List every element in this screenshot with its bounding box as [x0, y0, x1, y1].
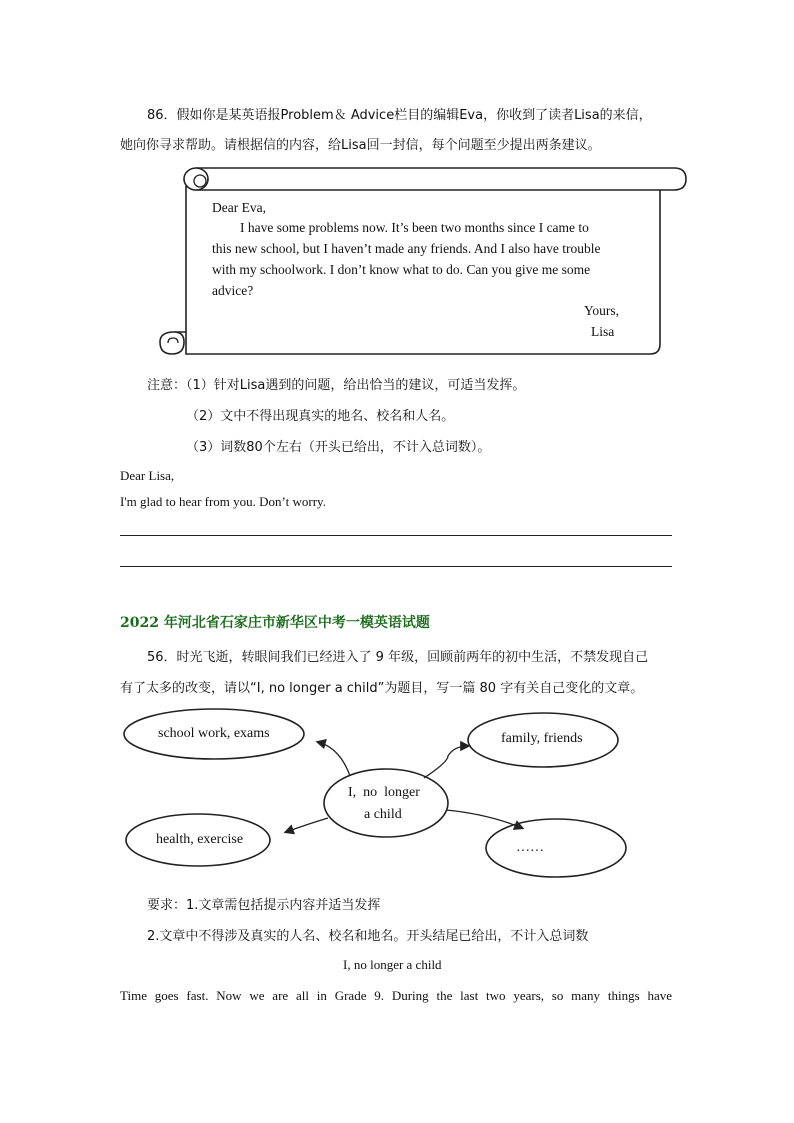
node-center-label-1: I, no longer	[348, 785, 420, 800]
letter-signature: Lisa	[591, 324, 615, 339]
letter-line3: with my schoolwork. I don’t know what to do. Can you give me some	[212, 262, 591, 277]
q56-line1: 56．时光飞逝，转眼间我们已经进入了 9 年级，回顾前两年的初中生活，不禁发现自己	[147, 650, 649, 665]
note-1: 注意：（1）针对Lisa遇到的问题，给出恰当的建议，可适当发挥。	[147, 378, 526, 393]
letter-line2: this new school, but I haven’t made any friends. And I also have trouble	[212, 241, 601, 256]
letter-salutation: Dear Eva,	[212, 200, 266, 215]
node-bottom-right-label: ……	[516, 840, 544, 855]
node-bottom-right	[486, 819, 626, 877]
answer-line-2	[120, 566, 672, 567]
essay-title: I, no longer a child	[343, 957, 442, 972]
note-3: （3）词数80个左右（开头已给出，不计入总词数）。	[186, 440, 491, 455]
requirement-2: 2.文章中不得涉及真实的人名、校名和地名。开头结尾已给出，不计入总词数	[147, 929, 589, 944]
letter-line1: I have some problems now. It’s been two months since I came to	[240, 220, 589, 235]
q86-line1: 86．假如你是某英语报Problem＆ Advice栏目的编辑Eva，你收到了读者Lisa的来信，	[147, 108, 652, 123]
essay-start: Time goes fast. Now we are all in Grade 9. During the last two years, so many things have	[120, 988, 672, 1003]
answer-line-1	[120, 535, 672, 536]
note-2: （2）文中不得出现真实的地名、校名和人名。	[186, 409, 455, 424]
arrow-bottom-left	[286, 818, 328, 832]
requirement-1: 要求：1.文章需包括提示内容并适当发挥	[147, 898, 381, 913]
node-top-right-label: family, friends	[501, 731, 583, 746]
reply-opening: I'm glad to hear from you. Don’t worry.	[120, 494, 326, 509]
q56-line2: 有了太多的改变，请以“I, no longer a child”为题目，写一篇 80 字有关自己变化的文章。	[120, 681, 644, 696]
arrow-top-right	[424, 746, 468, 778]
node-top-left-label: school work, exams	[158, 726, 270, 741]
reply-greeting: Dear Lisa,	[120, 468, 175, 483]
arrow-top-left	[318, 742, 350, 776]
node-center-label-2: a child	[364, 807, 402, 822]
node-bottom-left-label: health, exercise	[156, 832, 244, 847]
letter-closing: Yours,	[584, 303, 620, 318]
q86-line2: 她向你寻求帮助。请根据信的内容，给Lisa回一封信，每个问题至少提出两条建议。	[120, 138, 601, 153]
letter-line4: advice?	[212, 283, 254, 298]
node-center	[324, 769, 448, 837]
section-title: 2022 年河北省石家庄市新华区中考一模英语试题	[120, 615, 430, 631]
